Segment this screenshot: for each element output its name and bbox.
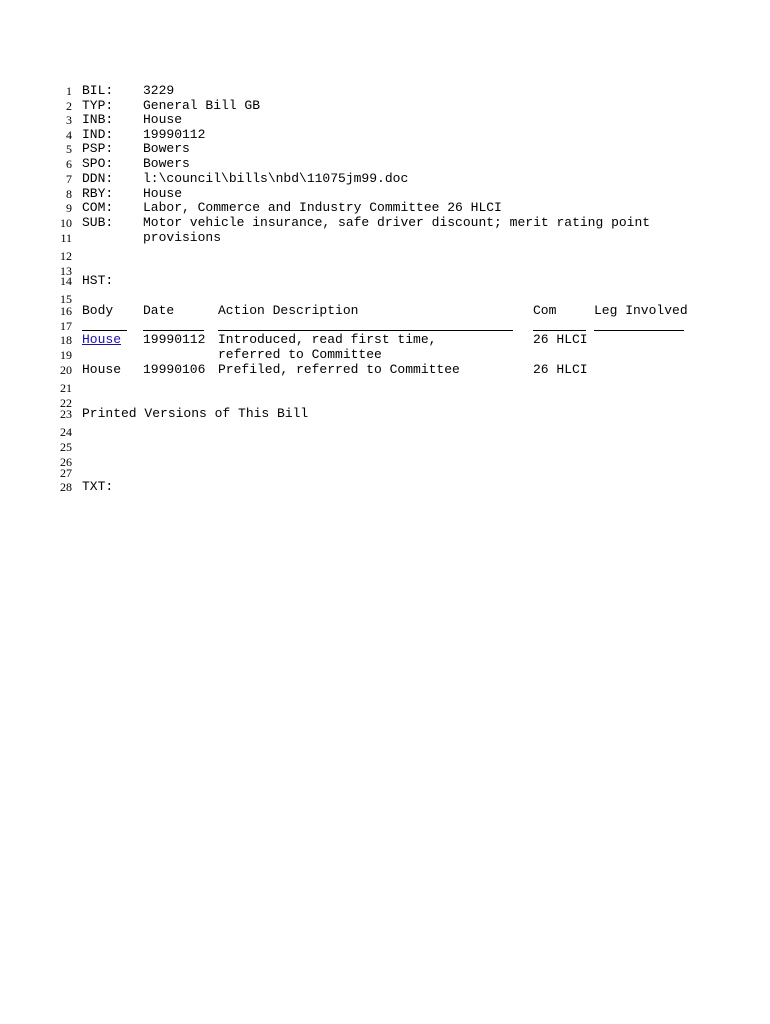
action-description: Introduced, read first time, (218, 332, 437, 347)
line-number: 14 (60, 274, 72, 288)
line-number: 21 (60, 381, 72, 395)
header-action: Action Description (218, 303, 359, 318)
requested-by: House (143, 186, 183, 201)
subject-continuation: provisions (143, 230, 222, 245)
introduced-date: 19990112 (143, 127, 206, 142)
field-label: TYP: (82, 98, 114, 113)
field-label: INB: (82, 112, 114, 127)
header-date: Date (143, 303, 175, 318)
line-number: 9 (66, 201, 72, 215)
column-rule (594, 330, 684, 331)
line-number: 18 (60, 333, 72, 347)
action-body: House (82, 362, 122, 377)
field-label: SUB: (82, 215, 114, 230)
line-number: 5 (66, 142, 72, 156)
field-label: SPO: (82, 156, 114, 171)
bill-number: 3229 (143, 83, 175, 98)
line-number: 27 (60, 466, 72, 480)
line-number: 4 (66, 128, 72, 142)
document-path: l:\council\bills\nbd\11075jm99.doc (143, 171, 409, 186)
line-number: 16 (60, 304, 72, 318)
sponsors: Bowers (143, 156, 190, 171)
line-number: 8 (66, 187, 72, 201)
line-number: 11 (60, 231, 72, 245)
line-number: 13 (60, 264, 72, 278)
committee: Labor, Commerce and Industry Committee 26 HLCI (143, 200, 502, 215)
printed-versions-heading: Printed Versions of This Bill (82, 406, 309, 421)
line-number: 24 (60, 425, 72, 439)
line-number: 7 (66, 172, 72, 186)
field-label: BIL: (82, 83, 114, 98)
line-number: 28 (60, 480, 72, 494)
column-rule (533, 330, 586, 331)
action-description: Prefiled, referred to Committee (218, 362, 460, 377)
line-number: 6 (66, 157, 72, 171)
line-number: 25 (60, 440, 72, 454)
line-number: 22 (60, 396, 72, 410)
column-rule (82, 330, 127, 331)
line-number: 26 (60, 455, 72, 469)
subject: Motor vehicle insurance, safe driver discount; merit rating point (143, 215, 651, 230)
text-label: TXT: (82, 479, 114, 494)
history-label: HST: (82, 273, 114, 288)
line-number: 19 (60, 348, 72, 362)
field-label: DDN: (82, 171, 114, 186)
line-number: 3 (66, 113, 72, 127)
field-label: COM: (82, 200, 114, 215)
field-label: IND: (82, 127, 114, 142)
action-committee: 26 HLCI (533, 332, 588, 347)
field-label: PSP: (82, 141, 114, 156)
header-leg: Leg Involved (594, 303, 688, 318)
primary-sponsor: Bowers (143, 141, 190, 156)
introducing-body: House (143, 112, 183, 127)
line-number: 17 (60, 319, 72, 333)
line-number: 12 (60, 249, 72, 263)
line-number: 10 (60, 216, 72, 230)
bill-type: General Bill GB (143, 98, 261, 113)
action-date: 19990112 (143, 332, 206, 347)
column-rule (143, 330, 204, 331)
action-description-continuation: referred to Committee (218, 347, 382, 362)
line-number: 15 (60, 292, 72, 306)
field-label: RBY: (82, 186, 114, 201)
body-link[interactable]: House (82, 332, 122, 347)
header-com: Com (533, 303, 557, 318)
column-rule (218, 330, 513, 331)
line-number: 23 (60, 407, 72, 421)
line-number: 2 (66, 99, 72, 113)
action-date: 19990106 (143, 362, 206, 377)
line-number: 20 (60, 363, 72, 377)
header-body: Body (82, 303, 114, 318)
line-number: 1 (66, 84, 72, 98)
action-committee: 26 HLCI (533, 362, 588, 377)
